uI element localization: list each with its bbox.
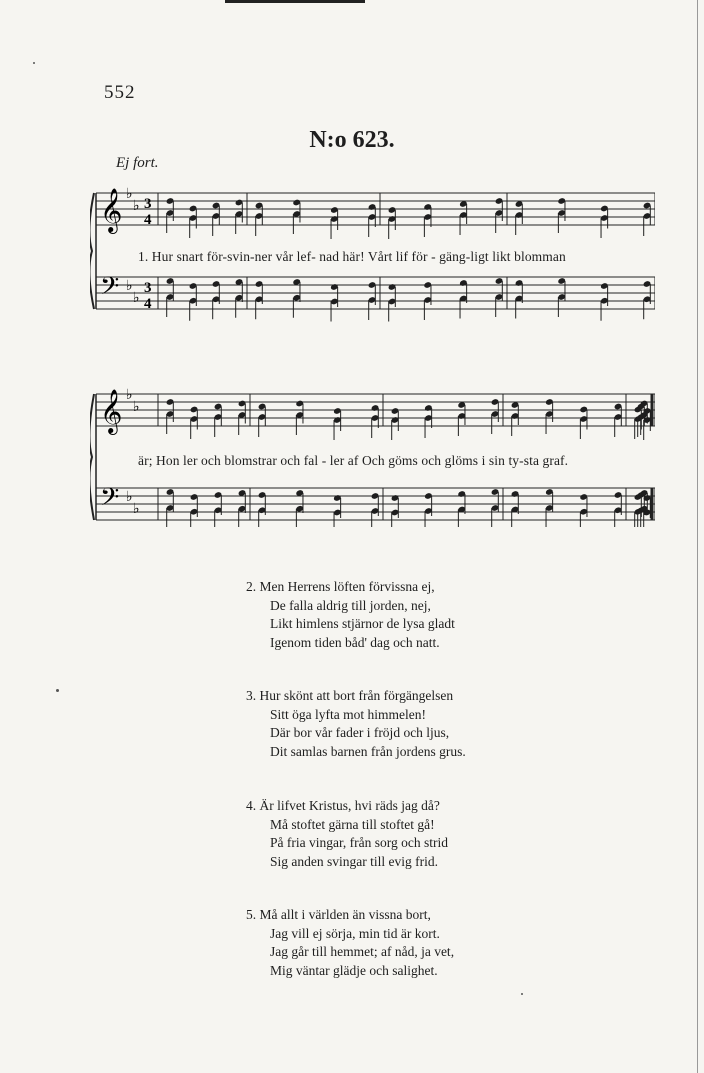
flat-sign: ♭	[133, 399, 140, 415]
score-staff-2	[90, 377, 655, 527]
time-signature: 4	[144, 212, 152, 228]
flat-sign: ♭	[126, 489, 133, 505]
tempo-marking: Ej fort.	[116, 155, 159, 171]
hymn-number: N:o 623.	[309, 127, 395, 153]
verse-line: Sig anden svingar till evig frid.	[270, 854, 438, 870]
bass-clef: 𝄢	[100, 272, 120, 307]
verse-4	[246, 797, 448, 872]
verse-line: 3. Hur skönt att bort från förgängelsen	[246, 688, 454, 703]
brace	[90, 394, 94, 520]
flat-sign: ♭	[133, 198, 140, 214]
speck	[33, 62, 35, 64]
verse-line: Där bor vår fader i fröjd och ljus,	[270, 725, 450, 741]
music-system-1	[90, 180, 655, 325]
flat-sign: ♭	[133, 290, 140, 306]
verse-line: Mig väntar glädje och salighet.	[270, 963, 438, 979]
verse-line: Jag vill ej sörja, min tid är kort.	[270, 925, 440, 941]
verse-line: Jag går till hemmet; af nåd, ja vet,	[270, 944, 455, 960]
treble-clef: 𝄞	[100, 389, 123, 433]
time-signature: 3	[144, 196, 152, 212]
verse-line: Må stoftet gärna till stoftet gå!	[270, 816, 435, 832]
verse-line: Sitt öga lyfta mot himmelen!	[270, 706, 426, 722]
treble-clef: 𝄞	[100, 188, 123, 232]
top-rule	[225, 0, 365, 3]
flat-sign: ♭	[126, 387, 133, 403]
speck	[521, 993, 523, 995]
music-system-2	[90, 377, 655, 527]
lyrics-line-1: 1. Hur snart för-svin-ner vår lef- nad här! Vårt lif för - gäng-ligt likt blomman	[138, 249, 566, 264]
flat-sign: ♭	[133, 501, 140, 517]
verse-line: Igenom tiden båd' dag och natt.	[270, 635, 440, 651]
time-signature: 3	[144, 280, 152, 296]
flat-sign: ♭	[126, 186, 133, 202]
verse-line: På fria vingar, från sorg och strid	[270, 835, 449, 851]
bass-clef: 𝄢	[100, 483, 120, 518]
time-signature: 4	[144, 296, 152, 312]
verse-line: 2. Men Herrens löften förvissna ej,	[246, 579, 435, 594]
speck	[56, 689, 59, 692]
page-edge	[697, 0, 698, 1073]
verse-line: Dit samlas barnen från jordens grus.	[270, 744, 466, 760]
verse-line: 4. Är lifvet Kristus, hvi räds jag då?	[246, 798, 440, 813]
flat-sign: ♭	[126, 278, 133, 294]
verse-3	[246, 687, 466, 762]
verse-line: 5. Må allt i världen än vissna bort,	[246, 907, 431, 922]
verse-5	[246, 906, 454, 981]
verse-line: Likt himlens stjärnor de lysa gladt	[270, 616, 455, 632]
verse-line: De falla aldrig till jorden, nej,	[270, 597, 431, 613]
brace	[90, 193, 94, 309]
verse-2	[246, 578, 455, 653]
page-number: 552	[104, 82, 136, 103]
lyrics-line-2: är; Hon ler och blomstrar och fal - ler af Och göms och glöms i sin ty-sta graf.	[138, 453, 569, 468]
